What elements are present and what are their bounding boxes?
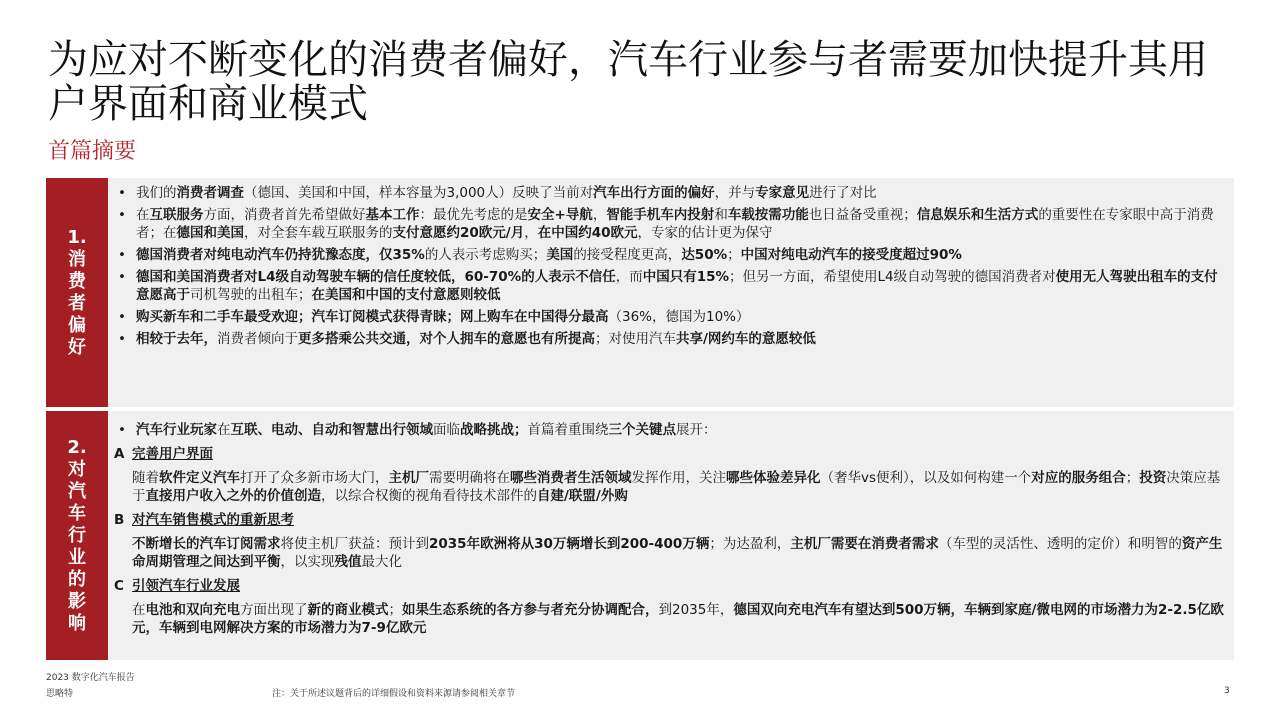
- emphasis-text: 直接用户收入之外的价值创造: [145, 488, 321, 504]
- side-label-number: 2.: [67, 436, 87, 458]
- side-label-char: 车: [68, 502, 86, 524]
- body-text: 方面，消费者首先希望做好: [203, 207, 366, 223]
- body-text: ，对全套车载互联服务的: [244, 225, 393, 241]
- emphasis-text: 不断增长的汽车订阅需求: [132, 536, 281, 552]
- key-point-heading: [114, 577, 1224, 595]
- body-text: 我们的: [136, 185, 177, 201]
- section-1-content: [114, 184, 1224, 352]
- body-text: ，以综合权衡的视角看待技术部件的: [321, 488, 537, 504]
- bullet-item: [114, 184, 1224, 202]
- body-text: 和: [714, 207, 728, 223]
- emphasis-text: 共享/网约车的意愿较低: [676, 331, 816, 347]
- bullet-item: [114, 206, 1224, 242]
- section-1-side-label: [46, 178, 108, 407]
- body-text: 的人表示考虑购买；: [424, 247, 547, 263]
- body-text: 面临: [433, 422, 460, 438]
- side-label-number: 1.: [67, 226, 87, 248]
- emphasis-text: 支付意愿约20欧元/月: [392, 225, 525, 241]
- body-text: ；: [388, 602, 402, 618]
- side-label-char: 消: [68, 248, 86, 270]
- body-text: ，并与: [714, 185, 756, 201]
- body-text: 将使主机厂获益：预计到: [280, 536, 429, 552]
- side-label-char: 业: [68, 546, 86, 568]
- key-point-body: [114, 601, 1224, 637]
- emphasis-text: 互联服务: [149, 207, 204, 223]
- emphasis-text: 德国消费者对纯电动汽车仍持犹豫态度，仅35%: [136, 247, 425, 263]
- emphasis-text: 三个关键点: [608, 422, 676, 438]
- body-text: （德国、美国和中国，样本容量为3,000人）反映了当前对: [244, 185, 594, 201]
- emphasis-text: 资产生命周期管理之间达到平衡: [132, 536, 1223, 570]
- body-text: （奢华vs便利），以及如何构建一个: [820, 470, 1032, 486]
- emphasis-text: 如果生态系统的各方参与者充分协调配合，: [402, 602, 659, 618]
- section-1-side-text: [67, 227, 86, 359]
- body-text: 司机驾驶的出租车；: [190, 287, 312, 303]
- emphasis-text: 德国和美国消费者: [136, 269, 244, 285]
- emphasis-text: 投资: [1139, 470, 1167, 486]
- consumer-preferences-section: [46, 178, 1234, 407]
- industry-impact-section: [46, 411, 1234, 660]
- body-text: ；: [727, 247, 741, 263]
- body-text: 需要明确将在: [429, 470, 510, 486]
- emphasis-text: 德国双向充电汽车有望达到500万辆，车辆到家庭/微电网的市场潜力为2-2.5亿欧元，车辆到电网解决方案的市场潜力为7-9亿欧元: [132, 602, 1224, 636]
- emphasis-text: 软件定义汽车: [159, 470, 240, 486]
- emphasis-text: 哪些消费者生活领域: [510, 470, 632, 486]
- footer-brand: 思略特: [46, 689, 74, 699]
- side-label-char: 响: [68, 612, 86, 634]
- emphasis-text: 专家意见: [755, 185, 810, 201]
- key-point-body: [114, 469, 1224, 505]
- key-point-title: 引领汽车行业发展: [132, 578, 240, 594]
- page-subtitle: 首篇摘要: [48, 139, 137, 164]
- body-text: 决策应基于: [132, 470, 1221, 504]
- side-label-char: 的: [68, 568, 86, 590]
- emphasis-text: 信息娱乐和生活方式: [916, 207, 1039, 223]
- body-text: 在: [136, 207, 150, 223]
- side-label-char: 者: [68, 292, 86, 314]
- body-text: 在: [217, 422, 231, 438]
- emphasis-text: 汽车行业玩家: [136, 422, 217, 438]
- emphasis-text: 在中国约40欧元: [537, 225, 638, 241]
- bullet-item: [114, 268, 1224, 304]
- body-text: ；对使用汽车: [595, 331, 676, 347]
- emphasis-text: 基本工作: [365, 207, 420, 223]
- key-point-title: 对汽车销售模式的重新思考: [132, 512, 294, 528]
- emphasis-text: 在美国和中国的支付意愿则较低: [311, 287, 501, 303]
- body-text: 随着: [132, 470, 159, 486]
- page-number: 3: [1224, 686, 1230, 696]
- key-point-letter: B: [114, 512, 125, 528]
- side-label-char: 偏: [68, 314, 86, 336]
- emphasis-text: 美国: [546, 247, 574, 263]
- emphasis-text: 中国对纯电动汽车的接受度超过90%: [740, 247, 962, 263]
- body-text: 展开：: [676, 422, 717, 438]
- emphasis-text: 对L4级自动驾驶车辆的信任度较低，60-70%的人表示不信任: [244, 269, 616, 285]
- body-text: ，: [592, 207, 607, 223]
- body-text: 到2035年，: [658, 602, 734, 618]
- bullet-item: [114, 330, 1224, 348]
- body-text: 方面出现了: [240, 602, 308, 618]
- emphasis-text: 德国和美国: [176, 225, 244, 241]
- emphasis-text: 中国只有15%: [642, 269, 730, 285]
- side-label-char: 好: [68, 336, 86, 358]
- body-text: 在: [132, 602, 146, 618]
- emphasis-text: 电池和双向充电: [145, 602, 240, 618]
- emphasis-text: 战略挑战；: [460, 422, 528, 438]
- bullet-item: [114, 308, 1224, 326]
- footer-report-name: 2023 数字化汽车报告: [46, 673, 135, 683]
- side-label-char: 行: [68, 524, 86, 546]
- body-text: ，而: [615, 269, 643, 285]
- emphasis-text: 自建/联盟/外购: [537, 488, 628, 504]
- body-text: ：最优先考虑的是: [419, 207, 528, 223]
- emphasis-text: 相较于去年，: [136, 331, 217, 347]
- side-label-char: 对: [68, 458, 86, 480]
- emphasis-text: 2035年欧洲将从30万辆增长到200-400万辆: [429, 536, 710, 552]
- section-2-side-label: [46, 411, 108, 660]
- body-text: 进行了对比: [809, 185, 877, 201]
- emphasis-text: 使用无人驾驶出租车的支付意愿高于: [136, 269, 1218, 303]
- body-text: 也日益备受重视；: [808, 207, 917, 223]
- footer-note: 注：关于所述议题背后的详细假设和资料来源请参阅相关章节: [272, 689, 516, 699]
- key-point-body: [114, 535, 1224, 571]
- body-text: 发挥作用，关注: [631, 470, 726, 486]
- emphasis-text: 残值: [334, 554, 362, 570]
- emphasis-text: 消费者调查: [176, 185, 244, 201]
- emphasis-text: 购买新车和二手车最受欢迎；汽车订阅模式获得青睐；网上购车在中国得分最高: [136, 309, 609, 325]
- section-2-side-text: [67, 437, 86, 635]
- body-text: ，专家的估计更为保守: [637, 225, 773, 241]
- body-text: ，: [524, 225, 538, 241]
- key-point-title: 完善用户界面: [132, 446, 213, 462]
- bullet-item: [114, 246, 1224, 264]
- body-text: 首篇着重围绕: [527, 422, 609, 438]
- emphasis-text: 对应的服务组合: [1031, 470, 1126, 486]
- emphasis-text: 安全+导航: [527, 207, 593, 223]
- body-text: ；为达盈利，: [709, 536, 791, 552]
- emphasis-text: 哪些体验差异化: [726, 470, 821, 486]
- side-label-char: 费: [68, 270, 86, 292]
- emphasis-text: 汽车出行方面的偏好: [593, 185, 715, 201]
- emphasis-text: 智能手机车内投射: [606, 207, 715, 223]
- emphasis-text: 互联、电动、自动和智慧出行领域: [230, 422, 433, 438]
- emphasis-text: 主机厂需要在消费者需求: [790, 536, 939, 552]
- body-text: 最大化: [361, 554, 402, 570]
- side-label-char: 汽: [68, 480, 86, 502]
- body-text: （车型的灵活性、透明的定价）和明智的: [938, 536, 1182, 552]
- key-point-letter: A: [114, 446, 125, 462]
- emphasis-text: 新的商业模式: [307, 602, 389, 618]
- section-2-content: [114, 421, 1224, 643]
- key-point-letter: C: [114, 578, 124, 594]
- emphasis-text: 更多搭乘公共交通，对个人拥车的意愿也有所提高: [298, 331, 595, 347]
- body-text: ；但另一方面，希望使用L4级自动驾驶的德国消费者对: [729, 269, 1056, 285]
- bullet-item: [114, 421, 1224, 439]
- emphasis-text: 达50%: [681, 247, 728, 263]
- key-point-heading: [114, 511, 1224, 529]
- body-text: （36%，德国为10%）: [608, 309, 750, 325]
- page-title: 为应对不断变化的消费者偏好，汽车行业参与者需要加快提升其用户界面和商业模式: [48, 37, 1208, 127]
- body-text: ，以实现: [280, 554, 335, 570]
- body-text: 打开了众多新市场大门，: [240, 470, 389, 486]
- body-text: 的重要性在专家眼中高于消费者；在: [136, 207, 1214, 241]
- emphasis-text: 主机厂: [388, 470, 429, 486]
- body-text: ；: [1125, 470, 1140, 486]
- body-text: 消费者倾向于: [217, 331, 298, 347]
- emphasis-text: 车载按需功能: [727, 207, 809, 223]
- side-label-char: 影: [68, 590, 86, 612]
- body-text: 的接受程度更高，: [573, 247, 682, 263]
- key-point-heading: [114, 445, 1224, 463]
